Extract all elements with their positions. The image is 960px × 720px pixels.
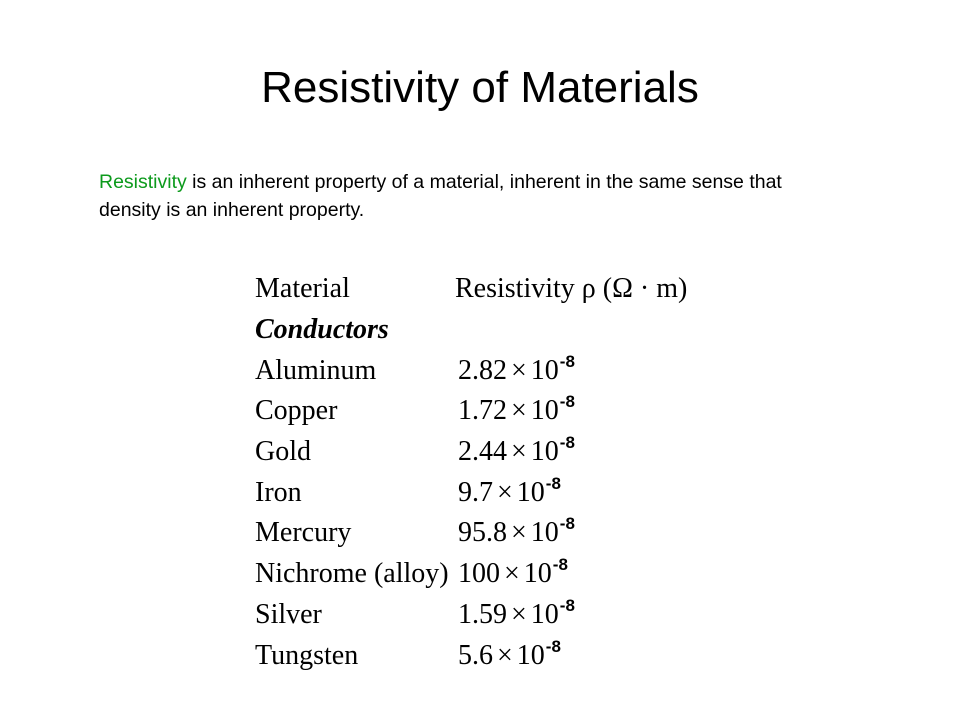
power-base: 10 (516, 639, 545, 671)
table-row (250, 432, 710, 473)
power-exponent: -8 (559, 514, 575, 534)
multiply-sign: × (511, 354, 527, 386)
multiply-sign: × (511, 395, 527, 427)
multiply-sign: × (511, 598, 527, 630)
table-row (250, 636, 710, 677)
material-name: Silver (255, 598, 322, 630)
resistivity-table (250, 268, 710, 676)
resistivity-coefficient: 9.7 (458, 476, 493, 508)
multiply-sign: × (511, 436, 527, 468)
material-name: Nichrome (alloy) (255, 558, 449, 590)
material-name: Tungsten (255, 639, 359, 671)
header-resistivity: Resistivity ρ (Ω · m) (455, 273, 688, 304)
slide-title: Resistivity of Materials (261, 63, 699, 112)
power-base: 10 (516, 476, 545, 508)
multiply-sign: × (497, 476, 513, 508)
resistivity-value (458, 636, 561, 680)
power-base: 10 (530, 598, 559, 630)
power-base: 10 (530, 354, 559, 386)
power-exponent: -8 (559, 595, 575, 615)
resistivity-value (458, 595, 575, 639)
resistivity-value (458, 473, 561, 517)
resistivity-coefficient: 5.6 (458, 639, 493, 671)
power-exponent: -8 (545, 636, 561, 656)
section-row-conductors (250, 310, 710, 351)
resistivity-value (458, 554, 568, 598)
material-name: Aluminum (255, 354, 377, 386)
header-material: Material (255, 273, 350, 304)
power-exponent: -8 (545, 473, 561, 493)
table-row (250, 391, 710, 432)
intro-paragraph (99, 168, 839, 224)
resistivity-value (458, 432, 575, 476)
resistivity-value (458, 391, 575, 435)
power-base: 10 (530, 517, 559, 549)
material-name: Mercury (255, 517, 352, 549)
power-exponent: -8 (559, 392, 575, 412)
multiply-sign: × (497, 639, 513, 671)
section-label: Conductors (255, 314, 389, 345)
power-base: 10 (523, 558, 552, 590)
resistivity-coefficient: 1.59 (458, 598, 507, 630)
power-exponent: -8 (552, 555, 568, 575)
resistivity-coefficient: 100 (458, 558, 500, 590)
power-exponent: -8 (559, 351, 575, 371)
table-row (250, 473, 710, 514)
material-name: Iron (255, 476, 302, 508)
resistivity-coefficient: 2.44 (458, 436, 507, 468)
material-name: Gold (255, 436, 311, 468)
resistivity-value (458, 351, 575, 395)
table-row (250, 554, 710, 595)
intro-highlight-term: Resistivity (99, 171, 187, 193)
resistivity-coefficient: 1.72 (458, 395, 507, 427)
resistivity-coefficient: 95.8 (458, 517, 507, 549)
table-row (250, 595, 710, 636)
table-header-row (250, 268, 710, 310)
multiply-sign: × (504, 558, 520, 590)
resistivity-coefficient: 2.82 (458, 354, 507, 386)
table-row (250, 351, 710, 392)
table-row (250, 513, 710, 554)
intro-text: is an inherent property of a material, inherent in the same sense that density is an inherent property. (99, 171, 782, 221)
power-base: 10 (530, 436, 559, 468)
multiply-sign: × (511, 517, 527, 549)
resistivity-value (458, 513, 575, 557)
power-exponent: -8 (559, 433, 575, 453)
material-name: Copper (255, 395, 338, 427)
table-body (250, 351, 710, 677)
power-base: 10 (530, 395, 559, 427)
